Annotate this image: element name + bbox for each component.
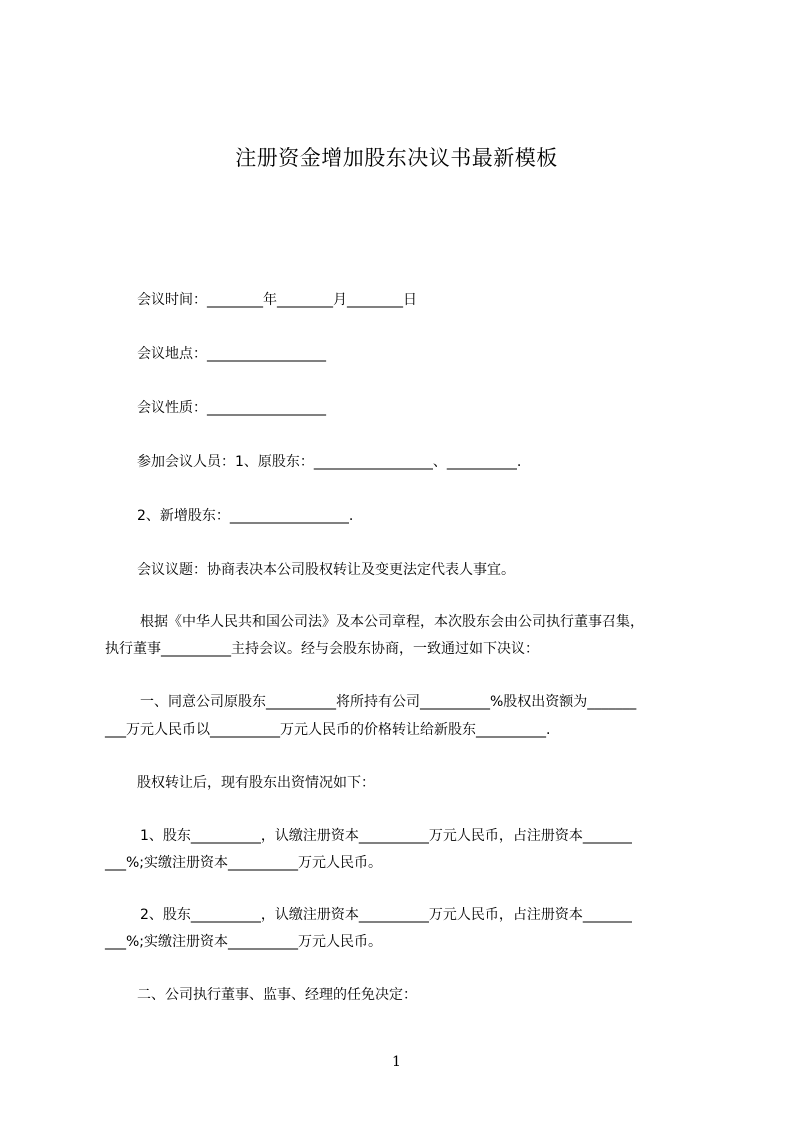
after-transfer-heading: 股权转让后，现有股东出资情况如下： (137, 775, 375, 791)
meeting-place: 会议地点：_________________ (137, 346, 326, 362)
meeting-topic: 会议议题：协商表决本公司股权转让及变更法定代表人事宜。 (137, 562, 515, 578)
meeting-time: 会议时间：________年________月________日 (137, 292, 417, 308)
resolution2-heading: 二、公司执行董事、监事、经理的任免决定： (137, 987, 417, 1003)
intro-line-2: 执行董事__________主持会议。经与会股东协商，一致通过如下决议： (105, 641, 539, 657)
shareholder2-line-1: 2、股东__________，认缴注册资本__________万元人民币，占注册资本_______ (140, 907, 632, 923)
intro-line-1: 根据《中华人民共和国公司法》及本公司章程，本次股东会由公司执行董事召集， (140, 614, 644, 630)
new-shareholders: 2、新增股东：_________________. (137, 508, 354, 524)
meeting-nature: 会议性质：_________________ (137, 400, 326, 416)
shareholder2-line-2: ___%;实缴注册资本__________万元人民币。 (105, 934, 383, 950)
shareholder1-line-2: ___%;实缴注册资本__________万元人民币。 (105, 855, 383, 871)
shareholder1-line-1: 1、股东__________，认缴注册资本__________万元人民币，占注册资本_______ (140, 828, 632, 844)
page-number: 1 (392, 1054, 401, 1070)
document-title: 注册资金增加股东决议书最新模板 (235, 146, 558, 170)
resolution1-line-2: ___万元人民币以__________万元人民币的价格转让给新股东__________. (105, 722, 551, 738)
meeting-attendees: 参加会议人员：1、原股东：_________________、__________. (137, 454, 522, 470)
resolution1-line-1: 一、同意公司原股东__________将所持有公司__________%股权出资额为_______ (140, 694, 637, 710)
